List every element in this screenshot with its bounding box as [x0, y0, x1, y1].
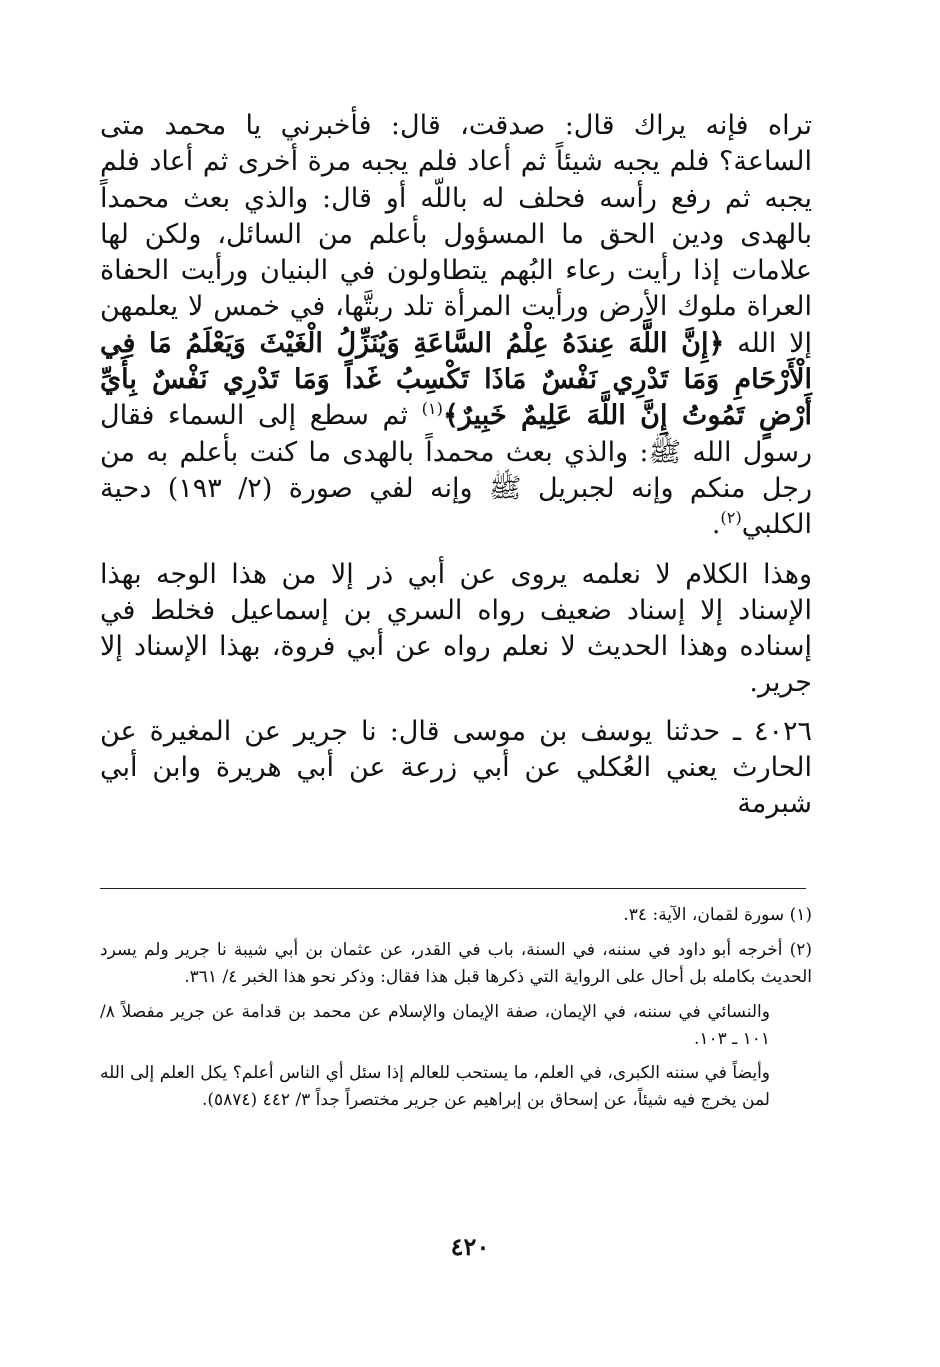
main-text	[100, 108, 812, 823]
hadith-text: ـ حدثنا يوسف بن موسى قال: نا جرير عن المغيرة عن الحارث يعني العُكلي عن أبي زرعة عن أبي هريرة وابن أبي شبرمة	[100, 715, 812, 820]
paragraph	[100, 714, 812, 823]
footnote-number: (٢)	[789, 940, 812, 960]
page-number: ٤٢٠	[450, 1232, 490, 1261]
sentence-end: .	[711, 509, 721, 541]
footnote-continuation: والنسائي في سننه، في الإيمان، صفة الإيمان والإسلام عن محمد بن قدامة عن جرير مفصلاً ٨/ ١٠١ ـ ١٠٣.	[100, 1002, 770, 1049]
footnote-text: سورة لقمان، الآية: ٣٤.	[623, 905, 790, 925]
paragraph	[100, 108, 812, 544]
paragraph: وهذا الكلام لا نعلمه يروى عن أبي ذر إلا من هذا الوجه بهذا الإسناد إلا إسناد ضعيف رواه السري بن إسماعيل فخلط في إسناده وهذا الحديث لا نعلم رواه عن أبي فروة، بهذا الإسناد إلا جرير.	[100, 558, 812, 699]
footnote-continuation: وأيضاً في سننه الكبرى، في العلم، ما يستحب للعالم إذا سئل أي الناس أعلم؟ يكل العلم إلى الله لمن يخرج فيه شيئاً، عن إسحاق بن إبراهيم عن جرير مختصراً جداً ٣/ ٤٤٢ (٥٨٧٤).	[100, 1063, 770, 1110]
hadith-number: ٤٠٢٦	[753, 715, 812, 747]
footnote-number: (١)	[789, 905, 812, 925]
footnotes	[100, 902, 812, 1121]
hadith-text: تراه فإنه يراك قال: صدقت، قال: فأخبرني يا محمد متى الساعة؟ فلم يجبه شيئاً ثم أعاد فلم يجبه مرة أخرى ثم أعاد فلم يجبه ثم رفع رأسه فحلف له باللّه أو قال: والذي بعث محمداً بالهدى ودين الحق ما المسؤول بأعلم من السائل، ولكن لها علامات إذا رأيت رعاء البُهم يتطاولون في البنيان ورأيت الحفاة العراة ملوك الأرض ورأيت المرأة تلد ربتَّها، في خمس لا يعلمهن إلا الله	[100, 110, 813, 359]
hadith-text: ثم سطع إلى السماء فقال رسول الله ﷺ: والذي بعث محمداً بالهدى ما كنت بأعلم به من رجل منكم وإنه لجبريل ﷺ وإنه لفي صورة (٢/ ١٩٣) دحية الكلبي	[100, 400, 812, 541]
footnote-separator	[100, 888, 806, 889]
footnote	[100, 937, 812, 991]
quran-verse: ﴿إِنَّ اللَّهَ عِندَهُ عِلْمُ السَّاعَةِ وَيُنَزِّلُ الْغَيْثَ وَيَعْلَمُ مَا فِي الْأَرْحَامِ وَمَا تَدْرِي نَفْسٌ مَاذَا تَكْسِبُ غَداً وَمَا تَدْرِي نَفْسٌ بِأَيِّ أَرْضٍ تَمُوتُ إِنَّ اللَّهَ عَلِيمٌ خَبِيرٌ﴾	[100, 327, 812, 432]
footnote-text: أخرجه أبو داود في سننه، في السنة، باب في القدر، عن عثمان بن أبي شيبة نا جرير ولم يسرد الحديث بكامله بل أحال على الرواية التي ذكرها قبل هذا فقال: وذكر نحو هذا الخبر ٤/ ٣٦١.	[100, 940, 812, 987]
footnote-ref: (٢)	[720, 508, 742, 528]
footnote-ref: (١)	[421, 399, 443, 419]
footnote	[100, 902, 812, 929]
